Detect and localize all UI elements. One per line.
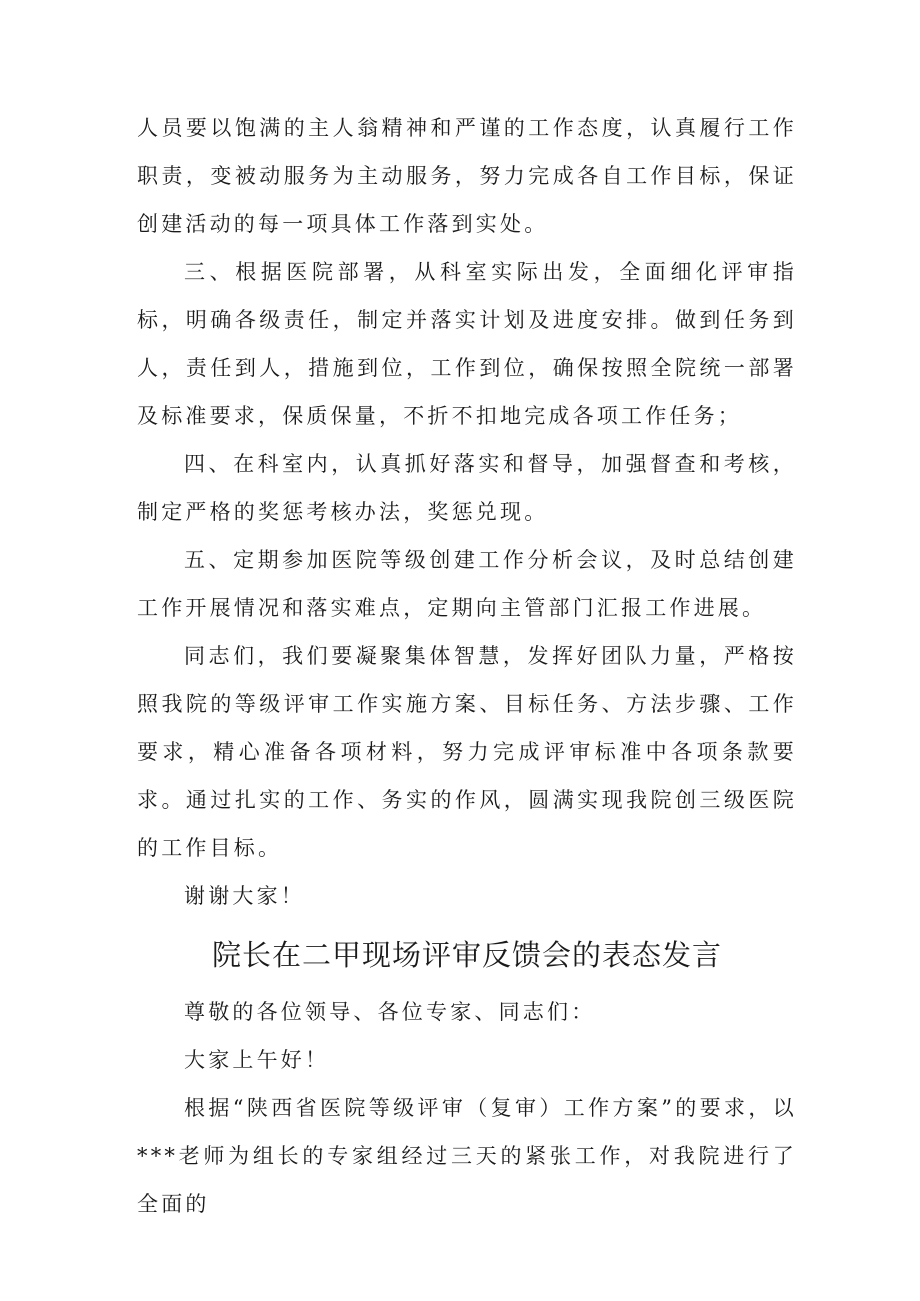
document-body [137,104,797,1228]
paragraph-item-four: 四、在科室内，认真抓好落实和督导，加强督查和考核，制定严格的奖惩考核办法，奖惩兑现。 [137,452,797,524]
speech-title: 院长在二甲现场评审反馈会的表态发言 [211,938,722,972]
paragraph-intro: 根据“陕西省医院等级评审（复审）工作方案”的要求，以***老师为组长的专家组经过三天的紧张工作，对我院进行了全面的 [137,1096,797,1216]
paragraph-item-five: 五、定期参加医院等级创建工作分析会议，及时总结创建工作开展情况和落实难点，定期向主管部门汇报工作进展。 [137,548,797,620]
paragraph-thanks: 谢谢大家！ [184,884,305,908]
paragraph-closing: 同志们，我们要凝聚集体智慧，发挥好团队力量，严格按照我院的等级评审工作实施方案、目标任务、方法步骤、工作要求，精心准备各项材料，努力完成评审标准中各项条款要求。通过扎实的工作、务实的作风，圆满实现我院创三级医院的工作目标。 [137,644,797,860]
paragraph-continuation: 人员要以饱满的主人翁精神和严谨的工作态度，认真履行工作职责，变被动服务为主动服务，努力完成各自工作目标，保证创建活动的每一项具体工作落到实处。 [137,116,797,236]
paragraph-greeting: 大家上午好！ [184,1048,330,1072]
paragraph-item-three: 三、根据医院部署，从科室实际出发，全面细化评审指标，明确各级责任，制定并落实计划及进度安排。做到任务到人，责任到人，措施到位，工作到位，确保按照全院统一部署及标准要求，保质保量，不折不扣地完成各项工作任务； [137,260,797,428]
paragraph-salutation: 尊敬的各位领导、各位专家、同志们： [184,1000,596,1024]
